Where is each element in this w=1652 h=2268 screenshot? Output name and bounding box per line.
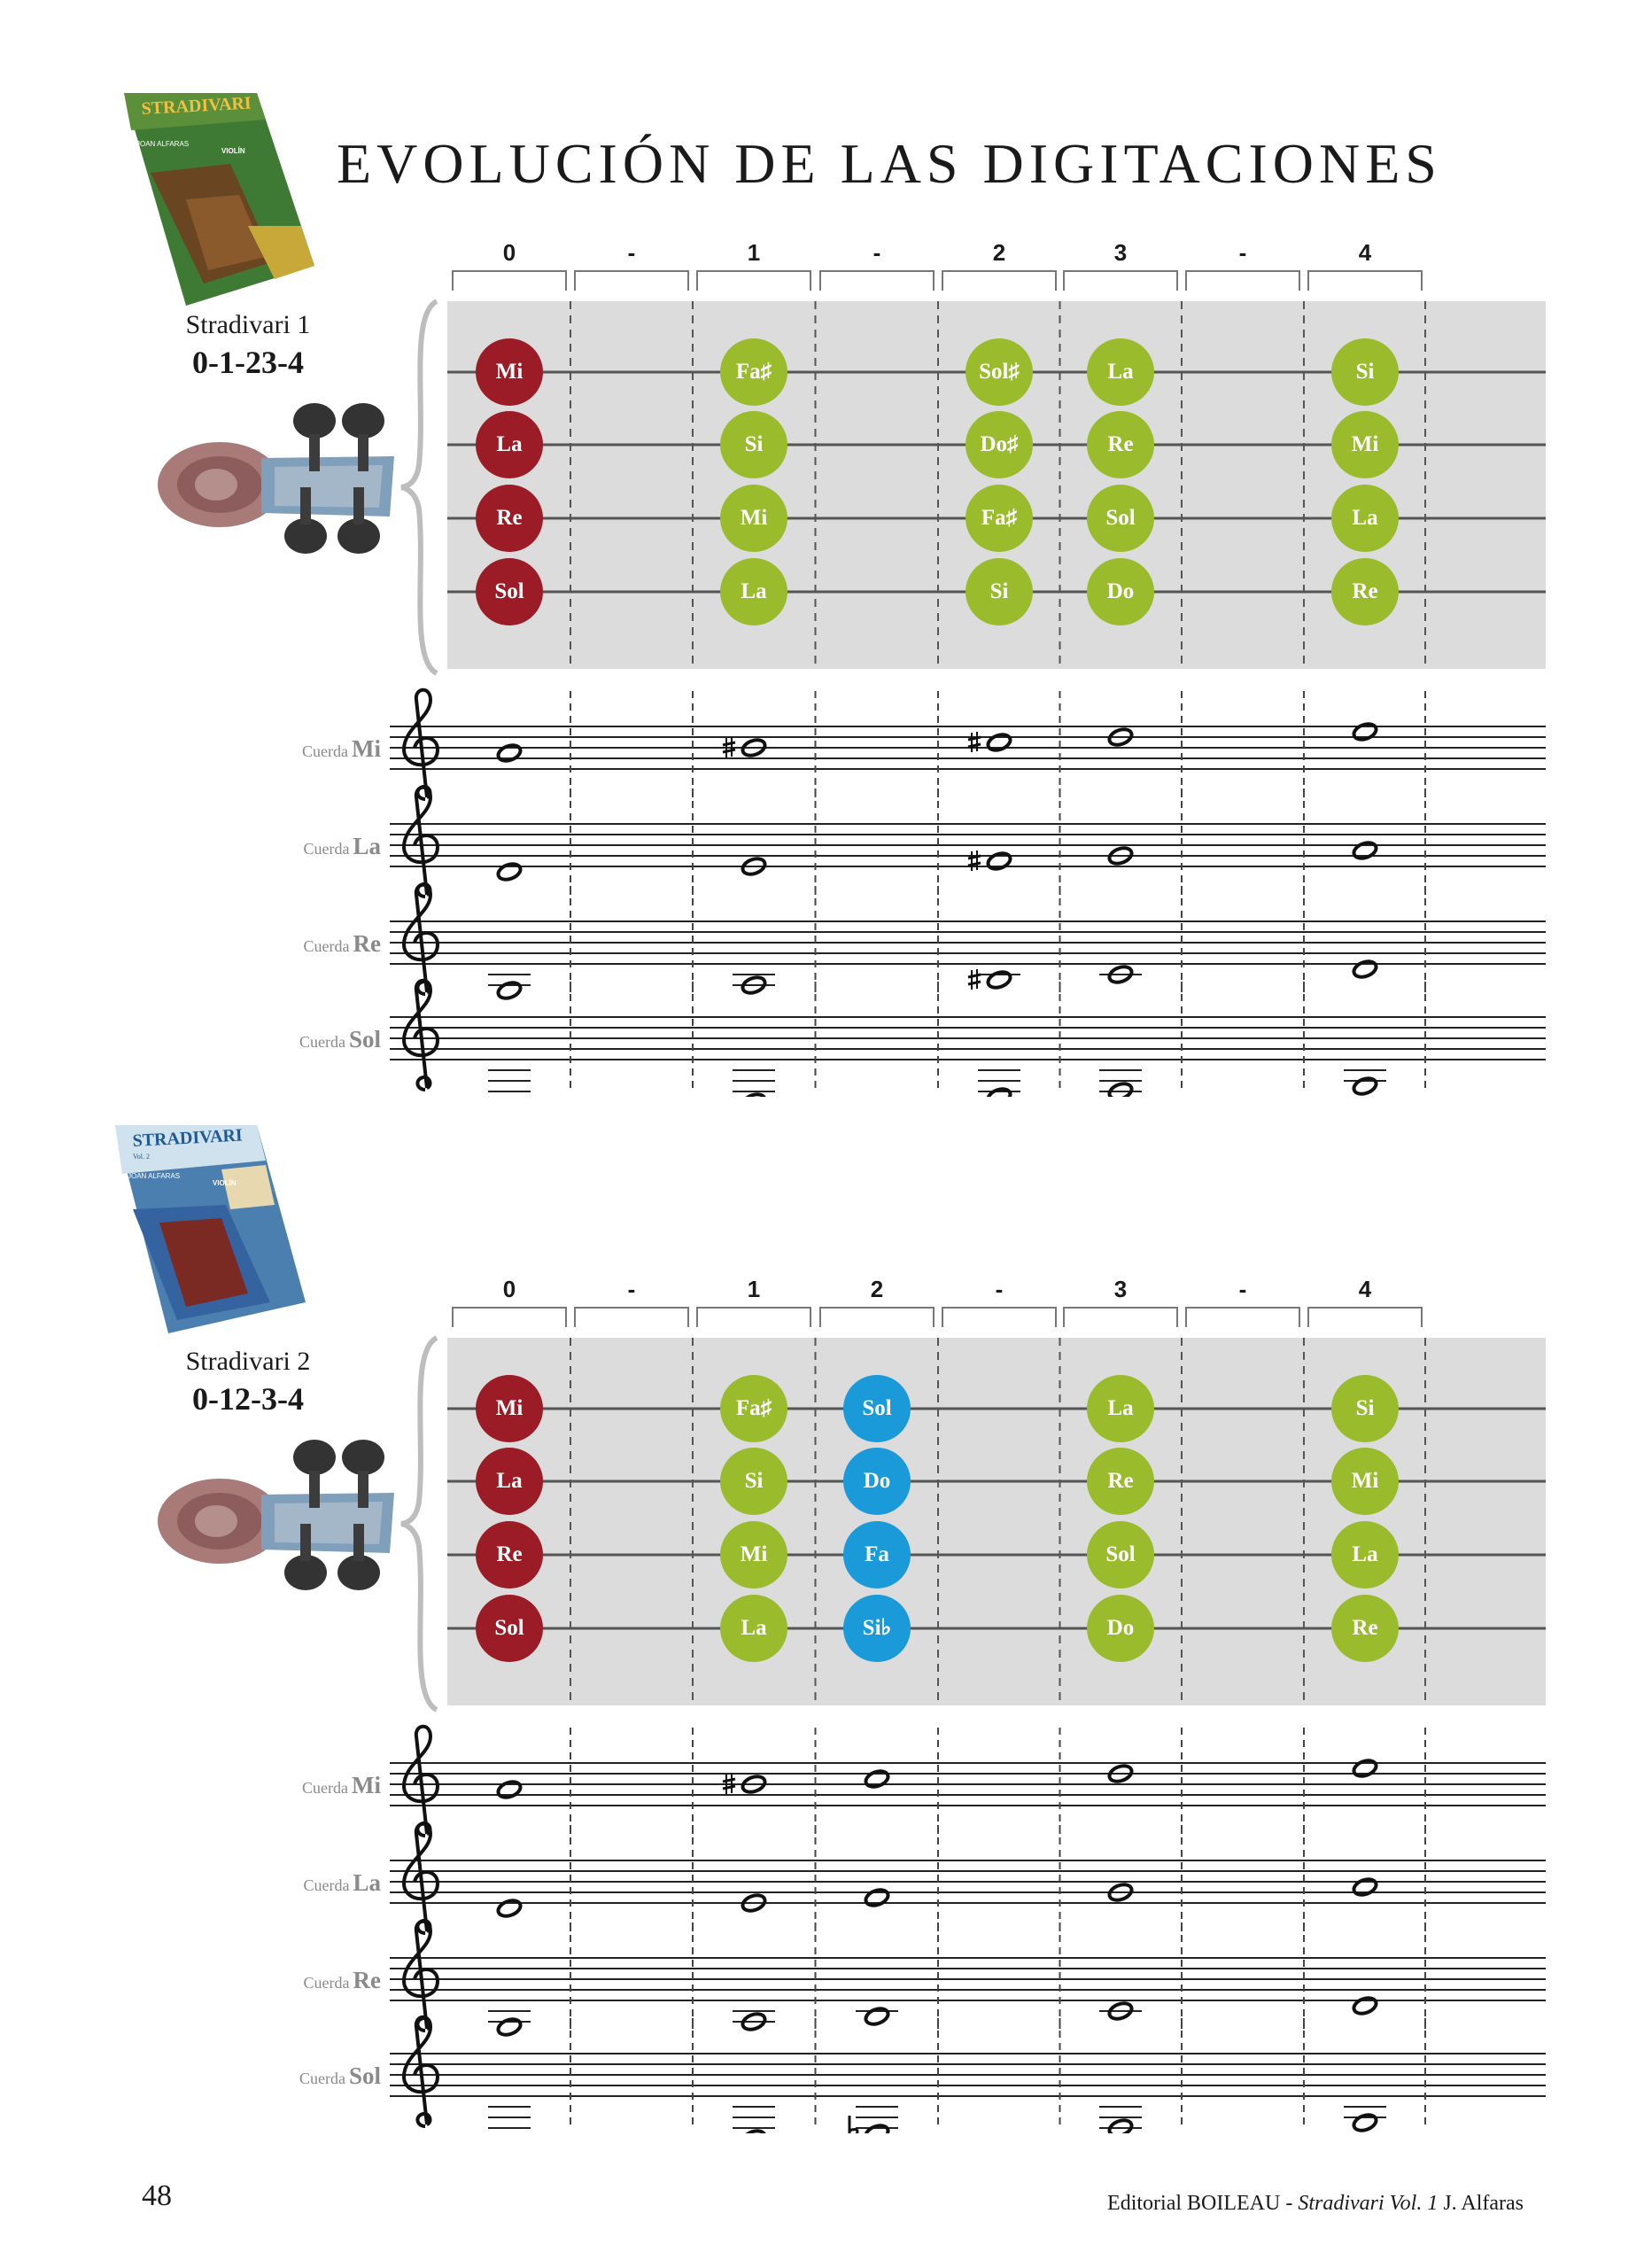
finger-dot: Mi — [476, 1375, 543, 1442]
finger-dot: Sol♯ — [966, 338, 1033, 406]
finger-dot: La — [1087, 338, 1154, 406]
position-header: 1 — [747, 239, 761, 266]
staff-label-string: Mi — [352, 735, 381, 762]
treble-clef-icon — [404, 981, 438, 1090]
whole-note — [1352, 840, 1378, 861]
staff-label — [177, 735, 381, 763]
book-cover-title: STRADIVARI — [132, 1125, 244, 1151]
book-cover-author: JOAN ALFARAS — [128, 1172, 181, 1180]
page-title: EVOLUCIÓN DE LAS DIGITACIONES — [337, 132, 1442, 195]
finger-dot: Sol — [476, 1595, 543, 1662]
staff-label-prefix: Cuerda — [303, 840, 350, 858]
staff-label — [177, 1967, 381, 1994]
fingerboard-diagram — [447, 1338, 1546, 1705]
position-headers — [0, 1276, 1652, 1338]
position-header: - — [627, 1276, 636, 1302]
staff-brace — [397, 1333, 450, 1714]
staff-label-prefix: Cuerda — [303, 1974, 350, 1992]
book-cover-instrument: VIOLÍN — [221, 147, 245, 155]
treble-clef-icon — [404, 2017, 438, 2126]
position-header: 3 — [1113, 239, 1128, 266]
book-cover-title: STRADIVARI — [141, 93, 252, 119]
position-header: - — [873, 239, 881, 266]
finger-sequence: 0-1-23-4 — [192, 345, 304, 380]
staff-label-prefix: Cuerda — [302, 1779, 348, 1797]
finger-dot: Si — [966, 558, 1033, 625]
page-number: 48 — [142, 2179, 172, 2212]
whole-note — [864, 1768, 890, 1790]
whole-note — [1352, 721, 1378, 742]
finger-dot: Re — [476, 1521, 543, 1588]
finger-dot: Si — [1331, 338, 1399, 406]
finger-dot: La — [476, 1448, 543, 1515]
violin-scroll-illustration — [151, 1440, 407, 1617]
position-header: 2 — [870, 1276, 884, 1302]
staff-label-prefix: Cuerda — [303, 937, 350, 955]
position-header: - — [1238, 239, 1247, 266]
staff-label-string: La — [353, 1869, 381, 1896]
finger-dot: Si — [720, 411, 787, 478]
whole-note — [1107, 1081, 1134, 1097]
position-header: 0 — [502, 1276, 516, 1302]
finger-dot: Fa♯ — [966, 485, 1033, 552]
section-name: Stradivari 1 — [185, 310, 311, 339]
fingerboard-diagram — [447, 301, 1546, 669]
footer-book: Stradivari Vol. 1 — [1298, 2192, 1439, 2215]
footer-credit — [1107, 2192, 1524, 2216]
book-cover-subtitle: Vol. 2 — [133, 1153, 150, 1161]
section-label — [142, 310, 354, 381]
finger-dot: Mi — [1331, 411, 1399, 478]
staff-label-string: Re — [353, 1967, 381, 1993]
position-header: 3 — [1113, 1276, 1128, 1302]
finger-dot: Do — [843, 1448, 911, 1515]
finger-dot: Fa♯ — [720, 338, 787, 406]
position-header: 4 — [1358, 1276, 1372, 1302]
position-header: - — [1238, 1276, 1247, 1302]
staff-label-string: Sol — [348, 1026, 381, 1052]
finger-dot: Re — [1087, 411, 1154, 478]
staff-label-string: Mi — [352, 1772, 381, 1798]
whole-note — [1352, 1076, 1378, 1097]
staff-label-string: Re — [353, 930, 381, 957]
finger-dot: Sol — [843, 1375, 911, 1442]
position-header: 1 — [747, 1276, 761, 1302]
finger-dot: Mi — [720, 485, 787, 552]
finger-dot: Do — [1087, 1595, 1154, 1662]
staff-label — [177, 1869, 381, 1897]
finger-dot: Re — [476, 485, 543, 552]
finger-dot: Mi — [476, 338, 543, 406]
violin-scroll-illustration — [151, 403, 407, 580]
staff-label — [177, 930, 381, 958]
staff-brace — [397, 297, 450, 678]
position-header: 0 — [502, 239, 516, 266]
finger-dot: La — [720, 1595, 787, 1662]
staff-label-prefix: Cuerda — [299, 1033, 345, 1051]
whole-note — [1352, 2112, 1378, 2133]
staff-label — [177, 833, 381, 860]
footer-author: J. Alfaras — [1438, 2192, 1524, 2215]
book-cover-instrument: VIOLÍN — [213, 1179, 237, 1187]
section-label — [142, 1347, 354, 1418]
staff-label-prefix: Cuerda — [299, 2070, 345, 2087]
finger-dot: Sol — [1087, 485, 1154, 552]
footer-publisher: Editorial BOILEAU - — [1107, 2192, 1299, 2215]
staff-label — [177, 2062, 381, 2090]
section-name: Stradivari 2 — [185, 1347, 311, 1376]
finger-dot: La — [1331, 1521, 1399, 1588]
finger-sequence: 0-12-3-4 — [192, 1381, 304, 1417]
position-headers — [0, 239, 1652, 301]
finger-dot: Mi — [720, 1521, 787, 1588]
finger-dot: Si — [1331, 1375, 1399, 1442]
position-header: 2 — [992, 239, 1006, 266]
staff-label-prefix: Cuerda — [302, 742, 348, 760]
finger-dot: La — [720, 558, 787, 625]
book-cover-author: JOAN ALFARAS — [136, 140, 190, 148]
finger-dot: Sol — [476, 558, 543, 625]
finger-dot: La — [1331, 485, 1399, 552]
staff-label-prefix: Cuerda — [303, 1876, 350, 1894]
whole-note — [1352, 1758, 1378, 1779]
finger-dot: Do♯ — [966, 411, 1033, 478]
whole-note — [986, 732, 1012, 753]
finger-dot: Fa — [843, 1521, 911, 1588]
finger-dot: Re — [1331, 1595, 1399, 1662]
whole-note — [1107, 2117, 1134, 2133]
staff-label-string: La — [353, 833, 381, 859]
finger-dot: La — [476, 411, 543, 478]
position-header: - — [627, 239, 636, 266]
finger-dot: Mi — [1331, 1448, 1399, 1515]
whole-note — [496, 742, 523, 764]
finger-dot: Sol — [1087, 1521, 1154, 1588]
whole-note — [1352, 1876, 1378, 1898]
staff-label-string: Sol — [348, 2062, 381, 2089]
finger-dot: Do — [1087, 558, 1154, 625]
finger-dot: Fa♯ — [720, 1375, 787, 1442]
whole-note — [496, 1779, 523, 1800]
finger-dot: Si♭ — [843, 1595, 911, 1662]
position-header: 4 — [1358, 239, 1372, 266]
finger-dot: Re — [1087, 1448, 1154, 1515]
staff-label — [177, 1772, 381, 1799]
finger-dot: Si — [720, 1448, 787, 1515]
position-header: - — [995, 1276, 1004, 1302]
staff-label — [177, 1026, 381, 1053]
finger-dot: La — [1087, 1375, 1154, 1442]
finger-dot: Re — [1331, 558, 1399, 625]
